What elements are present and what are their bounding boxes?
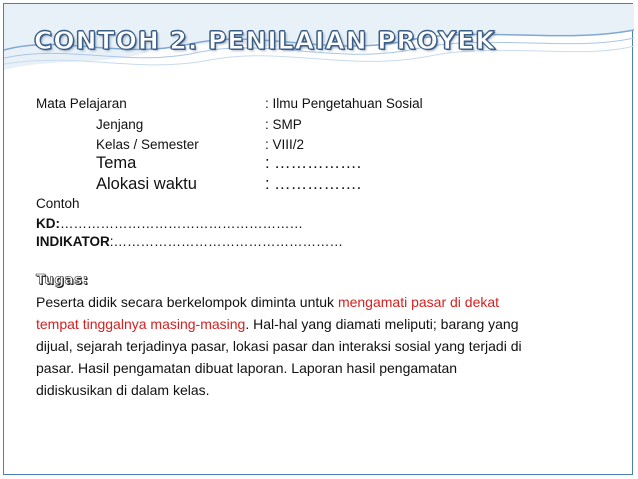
contoh-label: Contoh: [36, 196, 80, 211]
kelas-label: Kelas / Semester: [96, 137, 199, 152]
tugas-heading: Tugas:: [36, 272, 89, 288]
indikator-value: :……………………………………………: [109, 234, 344, 249]
kelas-value: : VIII/2: [265, 137, 305, 152]
tugas-line-2-highlight: tempat tinggalnya masing-masing: [36, 316, 246, 332]
mapel-label: Mata Pelajaran: [36, 96, 127, 111]
kd-label: KD:: [36, 216, 60, 231]
tugas-line-1-highlight: mengamati pasar di dekat: [337, 294, 500, 310]
slide-title: CONTOH 2. PENILAIAN PROYEK: [34, 26, 496, 55]
jenjang-label: Jenjang: [96, 117, 144, 132]
tugas-line-1a: Peserta didik secara berkelompok diminta untuk: [36, 294, 338, 310]
kd-value: ………………………………………………: [60, 216, 303, 231]
tema-label: Tema: [96, 154, 137, 172]
tema-value: : …………….: [265, 154, 362, 172]
kd-line: [36, 216, 303, 231]
tugas-line-3: dijual, sejarah terjadinya pasar, lokasi pasar dan interaksi sosial yang terjadi di: [36, 338, 522, 354]
alokasi-value: : …………….: [265, 175, 362, 193]
indikator-line: [36, 234, 343, 249]
tugas-line-2: [36, 316, 519, 332]
mapel-value: : Ilmu Pengetahuan Sosial: [265, 96, 423, 111]
tugas-line-2b: . Hal-hal yang diamati meliputi; barang yang: [245, 316, 519, 332]
tugas-line-4: pasar. Hasil pengamatan dibuat laporan. Laporan hasil pengamatan: [36, 360, 458, 376]
indikator-label: INDIKATOR: [36, 234, 110, 249]
tugas-line-5: didiskusikan di dalam kelas.: [36, 382, 210, 398]
alokasi-label: Alokasi waktu: [96, 175, 197, 193]
tugas-line-1: [36, 294, 499, 310]
jenjang-value: : SMP: [265, 117, 302, 132]
